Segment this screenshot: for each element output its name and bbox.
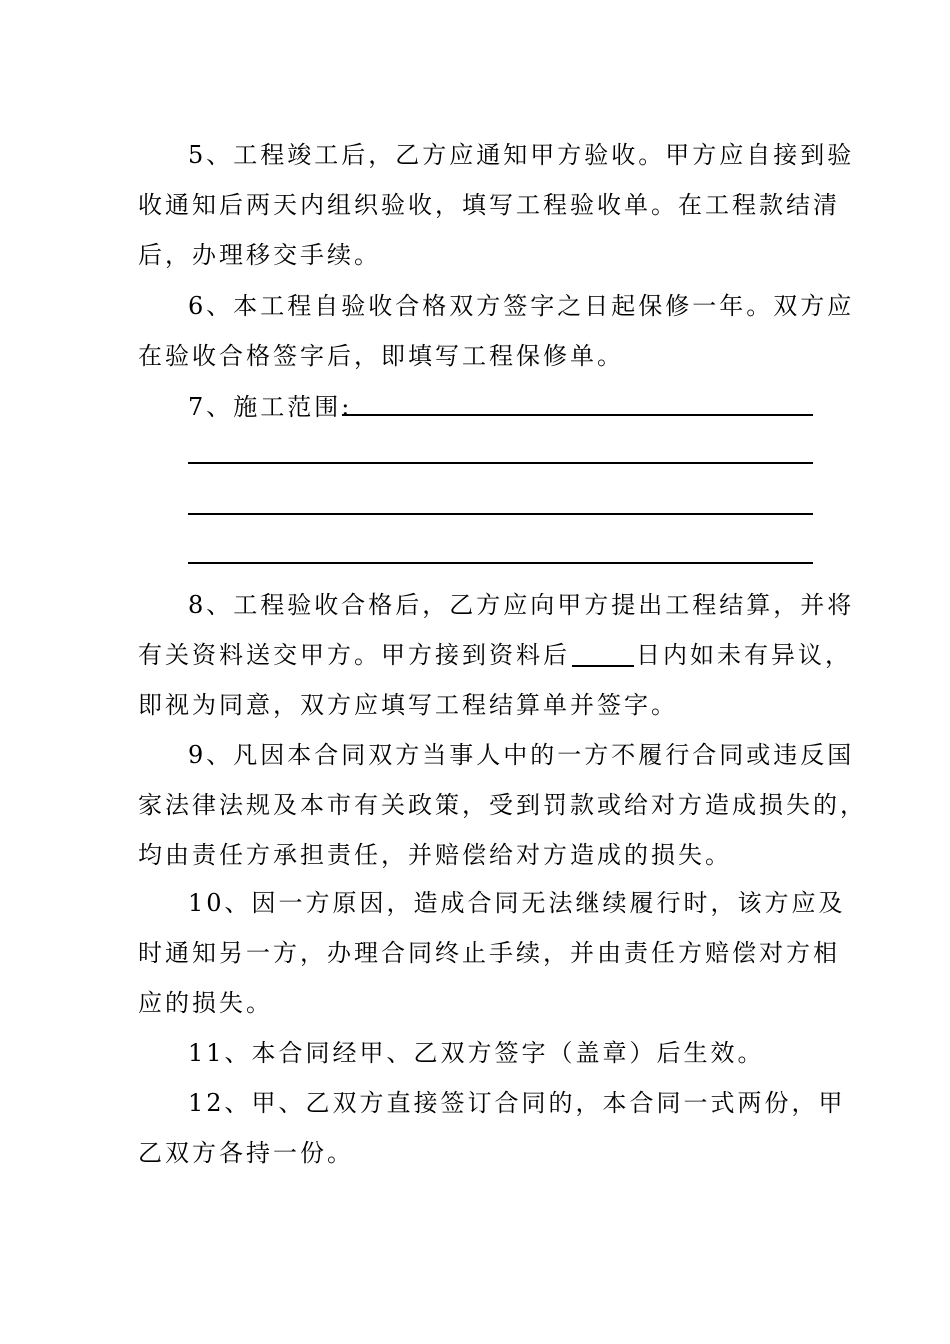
clause-12-line-2: 乙双方各持一份。: [138, 1139, 354, 1167]
clause-5-line-1: 5、工程竣工后，乙方应通知甲方验收。甲方应自接到验: [188, 141, 855, 169]
clause-12-line-1: 12、甲、乙双方直接签订合同的，本合同一式两份，甲: [188, 1089, 846, 1117]
scope-fill-line-1[interactable]: [342, 414, 813, 416]
clause-8-line-2: [138, 640, 852, 670]
clause-9-line-2: 家法律法规及本市有关政策，受到罚款或给对方造成损失的，: [138, 791, 867, 819]
clause-5-line-2: 收通知后两天内组织验收，填写工程验收单。在工程款结清: [138, 191, 840, 219]
clause-9-line-3: 均由责任方承担责任，并赔偿给对方造成的损失。: [138, 841, 732, 869]
clause-8-line-2-part-a: 有关资料送交甲方。甲方接到资料后: [138, 641, 570, 669]
scope-fill-line-4[interactable]: [188, 562, 813, 564]
clause-9-line-1: 9、凡因本合同双方当事人中的一方不履行合同或违反国: [188, 741, 855, 769]
clause-5-line-3: 后，办理移交手续。: [138, 241, 381, 269]
clause-11-line-1: 11、本合同经甲、乙双方签字（盖章）后生效。: [188, 1039, 765, 1067]
scope-fill-line-2[interactable]: [188, 462, 813, 464]
clause-10-line-1: 10、因一方原因，造成合同无法继续履行时，该方应及: [188, 889, 846, 917]
scope-fill-line-3[interactable]: [188, 513, 813, 515]
clause-8-line-2-part-b: 日内如未有异议，: [636, 641, 852, 669]
clause-10-line-3: 应的损失。: [138, 989, 273, 1017]
days-blank[interactable]: [572, 641, 634, 667]
clause-8-line-1: 8、工程验收合格后，乙方应向甲方提出工程结算，并将: [188, 591, 855, 619]
clause-10-line-2: 时通知另一方，办理合同终止手续，并由责任方赔偿对方相: [138, 939, 840, 967]
clause-7-label: 7、施工范围:: [188, 393, 353, 421]
clause-6-line-1: 6、本工程自验收合格双方签字之日起保修一年。双方应: [188, 292, 855, 320]
clause-6-line-2: 在验收合格签字后，即填写工程保修单。: [138, 342, 624, 370]
clause-8-line-3: 即视为同意，双方应填写工程结算单并签字。: [138, 691, 678, 719]
